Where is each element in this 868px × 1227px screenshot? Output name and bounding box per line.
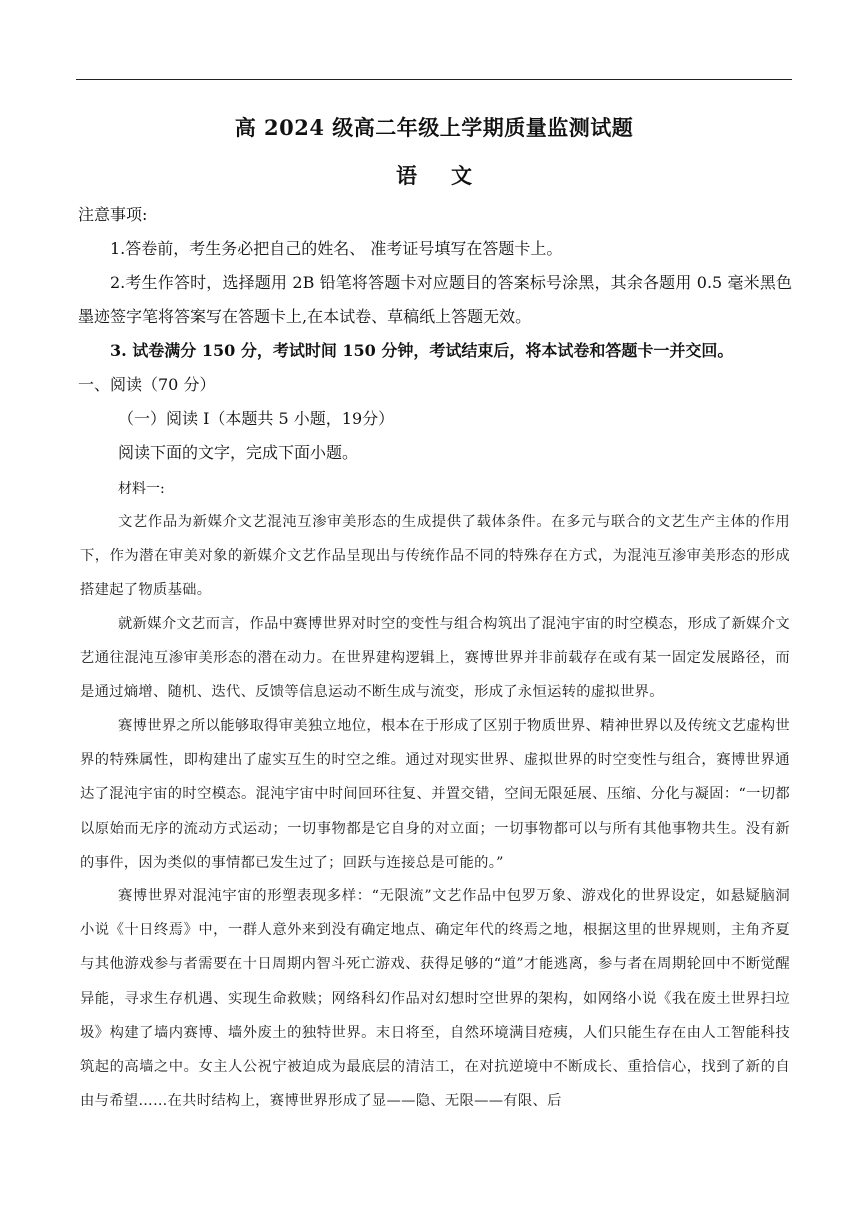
material-paragraph-2: 就新媒介文艺而言，作品中赛博世界对时空的变性与组合构筑出了混沌宇宙的时空模态，形成了新媒介文艺通往混沌互渗审美形态的潜在动力。在世界建构逻辑上，赛博世界并非前载存在或有某一固定发展路径，而是通过熵增、随机、迭代、反馈等信息运动不断生成与流变，形成了永恒运转的虚拟世界。 (80, 616, 790, 701)
subject-title (0, 160, 868, 190)
subsection-heading: （一）阅读 I（本题共 5 小题，19分） (118, 409, 395, 428)
subject-char-1: 语 (396, 163, 417, 188)
note-item-3: 3. 试卷满分 150 分，考试时间 150 分钟，考试结束后，将本试卷和答题卡一并交回。 (110, 341, 734, 360)
material-paragraph-4: 赛博世界对混沌宇宙的形塑表现多样：“无限流”文艺作品中包罗万象、游戏化的世界设定，如悬疑脑洞小说《十日终焉》中，一群人意外来到没有确定地点、确定年代的终焉之地，根据这里的世界规则，主角齐夏与其他游戏参与者需要在十日周期内智斗死亡游戏、获得足够的“道”才能逃离，参与者在周期轮回中不断觉醒异能，寻求生存机遇、实现生命救赎；网络科幻作品对幻想时空世界的架构，如网络小说《我在废土世界扫垃圾》构建了墙内赛博、墙外废土的独特世界。末日将至，自然环境满目疮痍，人们只能生存在由人工智能科技筑起的高墙之中。女主人公祝宁被迫成为最底层的清洁工，在对抗逆境中不断成长、重拾信心，找到了新的自由与希望……在共时结构上，赛博世界形成了显——隐、无限——有限、后 (80, 888, 790, 1110)
exam-title: 高 2024 级高二年级上学期质量监测试题 (234, 115, 634, 140)
material-label: 材料一: (118, 481, 165, 497)
note-item-1: 1.答卷前，考生务必把自己的姓名、 准考证号填写在答题卡上。 (110, 239, 563, 258)
material-paragraph-3: 赛博世界之所以能够取得审美独立地位，根本在于形成了区别于物质世界、精神世界以及传统文艺虚构世界的特殊属性，即构建出了虚实互生的时空之维。通过对现实世界、虚拟世界的时空变性与组合，赛博世界通达了混沌宇宙的时空模态。混沌宇宙中时间回环往复、并置交错，空间无限延展、压缩、分化与凝固：“一切都以原始而无序的流动方式运动；一切事物都是它自身的对立面；一切事物都可以与所有其他事物共生。没有新的事件，因为类似的事情都已发生过了；回跃与连接总是可能的。” (80, 718, 790, 871)
material-paragraph-1: 文艺作品为新媒介文艺混沌互渗审美形态的生成提供了载体条件。在多元与联合的文艺生产主体的作用下，作为潜在审美对象的新媒介文艺作品呈现出与传统作品不同的特殊存在方式，为混沌互渗审美形态的形成搭建起了物质基础。 (80, 514, 790, 599)
reading-instruction: 阅读下面的文字，完成下面小题。 (118, 443, 359, 462)
subject-char-2: 文 (451, 163, 472, 188)
header-rule (76, 79, 792, 80)
notes-heading: 注意事项: (78, 205, 148, 224)
section-heading: 一、阅读（70 分） (78, 375, 216, 394)
note-item-2: 2.考生作答时，选择题用 2B 铅笔将答题卡对应题目的答案标号涂黑，其余各题用 0.5 毫米黑色墨迹签字笔将答案写在答题卡上,在本试卷、草稿纸上答题无效。 (78, 273, 792, 326)
